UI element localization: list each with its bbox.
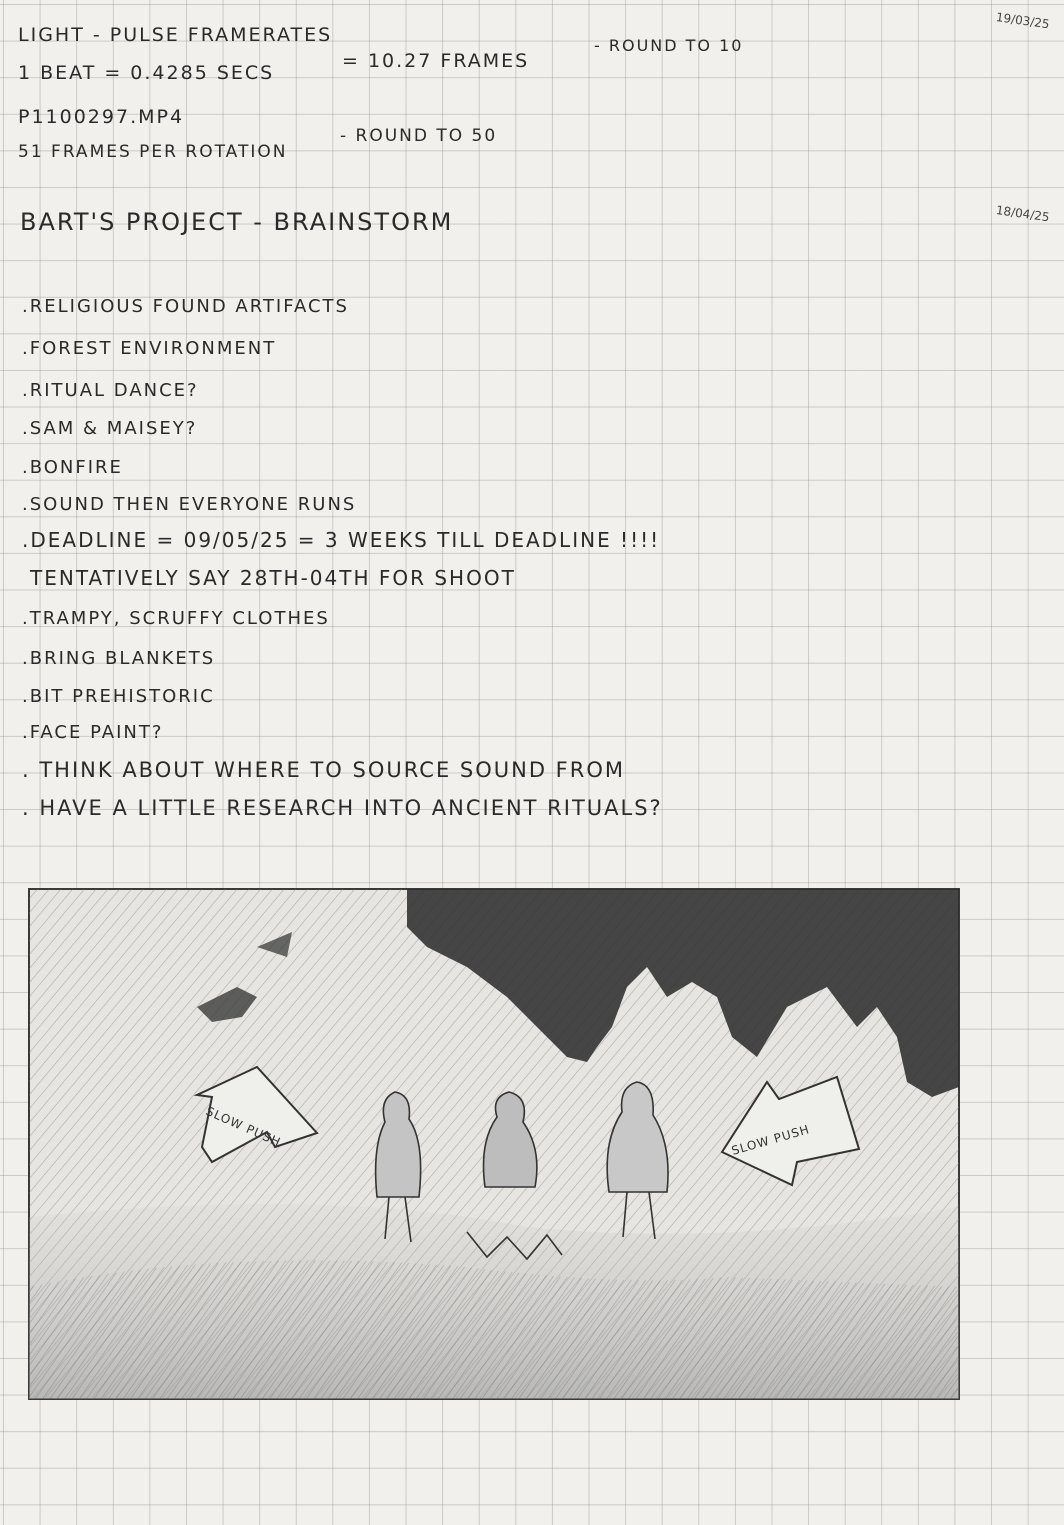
brainstorm-item: .SOUND THEN EVERYONE RUNS [22, 494, 357, 515]
note-line-2: 1 BEAT = 0.4285 SECS [18, 62, 275, 84]
storyboard-sketch [27, 887, 961, 1401]
brainstorm-item: .BRING BLANKETS [22, 648, 216, 669]
sketch-canvas [27, 887, 961, 1401]
brainstorm-item: . HAVE A LITTLE RESEARCH INTO ANCIENT RITUALS? [22, 796, 663, 820]
brainstorm-item: .RITUAL DANCE? [22, 380, 199, 401]
note-line-1: LIGHT - PULSE FRAMERATES [18, 24, 333, 46]
note-line-2b: = 10.27 FRAMES [342, 50, 530, 72]
note-line-4b: - ROUND TO 50 [340, 126, 498, 146]
brainstorm-item: TENTATIVELY SAY 28TH-04TH FOR SHOOT [30, 566, 516, 590]
arrow-left-label: SLOW PUSH [203, 1103, 284, 1150]
brainstorm-item: . THINK ABOUT WHERE TO SOURCE SOUND FROM [22, 758, 626, 782]
date-stamp-2: 18/04/25 [995, 203, 1051, 225]
brainstorm-item: .FACE PAINT? [22, 722, 164, 743]
brainstorm-heading: BART'S PROJECT - BRAINSTORM [20, 208, 454, 236]
brainstorm-item: .SAM & MAISEY? [22, 418, 198, 439]
brainstorm-item-deadline: .DEADLINE = 09/05/25 = 3 WEEKS TILL DEADLINE !!!! [22, 528, 661, 552]
brainstorm-item: .BIT PREHISTORIC [22, 686, 215, 707]
note-line-3: P1100297.MP4 [18, 106, 185, 128]
brainstorm-item: .TRAMPY, SCRUFFY CLOTHES [22, 608, 330, 629]
note-line-2c: - ROUND TO 10 [594, 36, 744, 55]
arrow-right-label: SLOW PUSH [729, 1122, 812, 1158]
brainstorm-item: .RELIGIOUS FOUND ARTIFACTS [22, 296, 349, 317]
note-line-4: 51 FRAMES PER ROTATION [18, 142, 288, 162]
date-stamp-1: 19/03/25 [995, 10, 1051, 32]
brainstorm-item: .BONFIRE [22, 457, 123, 478]
brainstorm-item: .FOREST ENVIRONMENT [22, 338, 277, 359]
